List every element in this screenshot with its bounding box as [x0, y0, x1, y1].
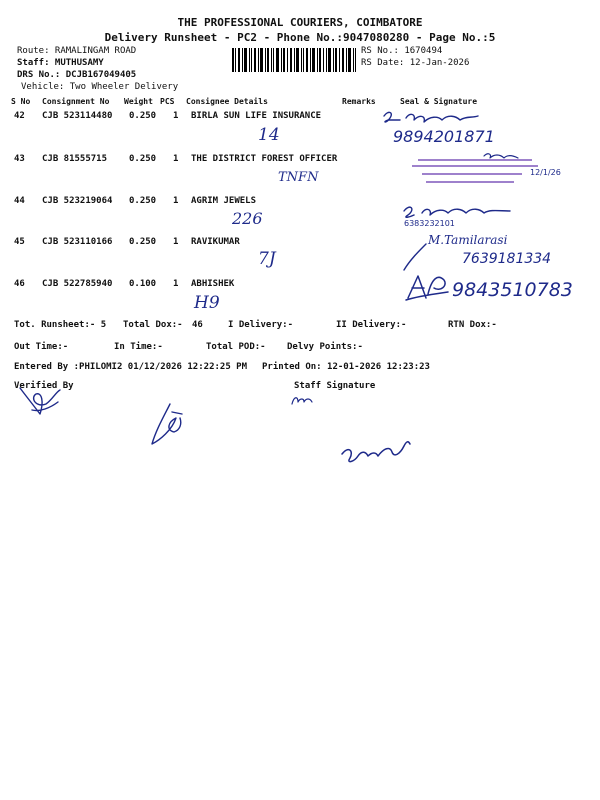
row-42-handwritten-note: 14 — [258, 125, 280, 145]
row-43-consignee: THE DISTRICT FOREST OFFICER — [191, 154, 338, 164]
total-dox-label: Total Dox:- — [123, 320, 183, 330]
drs-number: DRS No.: DCJB167049405 — [17, 70, 137, 80]
row-46-weight: 0.100 — [129, 279, 157, 289]
col-consignment: Consignment No — [42, 97, 110, 106]
row-45-handwritten-note: 7J — [258, 249, 276, 269]
row-46-signature — [404, 270, 450, 304]
entered-by: Entered By :PHILOMI2 01/12/2026 12:22:25 PM — [14, 362, 247, 372]
staff-initials — [290, 392, 314, 408]
row-45-consignee: RAVIKUMAR — [191, 237, 240, 247]
col-consignee: Consignee Details — [186, 97, 268, 106]
row-44-handwritten-note: 226 — [232, 209, 263, 228]
row-43-date: 12/1/26 — [530, 168, 561, 177]
vehicle-label: Vehicle: Two Wheeler Delivery — [21, 82, 179, 92]
company-name: THE PROFESSIONAL COURIERS, COIMBATORE — [177, 16, 423, 29]
route-label: Route: RAMALINGAM ROAD — [17, 46, 137, 56]
row-46-handwritten-note: H9 — [194, 293, 220, 313]
row-42-sno: 42 — [14, 111, 25, 121]
row-43-pcs: 1 — [173, 154, 179, 164]
printed-on: Printed On: 12-01-2026 12:23:23 — [262, 362, 430, 372]
runsheet-title: Delivery Runsheet - PC2 - Phone No.:9047080280 - Page No.:5 — [104, 31, 496, 44]
row-45-signature-stroke — [398, 240, 432, 274]
staff-signature — [338, 432, 418, 468]
verified-by-label: Verified By — [14, 381, 74, 391]
row-43-handwritten-note: TNFN — [278, 170, 319, 185]
barcode — [232, 48, 356, 72]
row-44-consignment: CJB 523219064 — [42, 196, 113, 206]
out-time: Out Time:- — [14, 342, 69, 352]
row-42-consignment: CJB 523114480 — [42, 111, 113, 121]
row-44-sno: 44 — [14, 196, 25, 206]
row-43-consignment: CJB 81555715 — [42, 154, 108, 164]
rs-date: RS Date: 12-Jan-2026 — [361, 58, 470, 68]
rs-number: RS No.: 1670494 — [361, 46, 443, 56]
row-44-pcs: 1 — [173, 196, 179, 206]
total-dox-value: 46 — [192, 320, 203, 330]
col-sno: S No — [11, 97, 31, 106]
col-pcs: PCS — [160, 97, 175, 106]
row-42-pcs: 1 — [173, 111, 179, 121]
total-runsheet: Tot. Runsheet:- 5 — [14, 320, 107, 330]
row-46-consignment: CJB 522785940 — [42, 279, 113, 289]
ii-delivery: II Delivery:- — [336, 320, 407, 330]
row-44-weight: 0.250 — [129, 196, 157, 206]
row-46-consignee: ABHISHEK — [191, 279, 235, 289]
row-42-consignee: BIRLA SUN LIFE INSURANCE — [191, 111, 322, 121]
row-43-sno: 43 — [14, 154, 25, 164]
total-pod: Total POD:- — [206, 342, 266, 352]
row-46-pcs: 1 — [173, 279, 179, 289]
row-45-sno: 45 — [14, 237, 25, 247]
row-45-pcs: 1 — [173, 237, 179, 247]
row-45-weight: 0.250 — [129, 237, 157, 247]
row-42-weight: 0.250 — [129, 111, 157, 121]
row-46-phone: 9843510783 — [452, 279, 573, 301]
staff-signature-mark — [146, 400, 196, 448]
col-weight: Weight — [124, 97, 153, 106]
col-remarks: Remarks — [342, 97, 376, 106]
row-45-consignment: CJB 523110166 — [42, 237, 113, 247]
row-46-sno: 46 — [14, 279, 25, 289]
row-45-phone: 7639181334 — [462, 251, 552, 267]
verified-by-signature — [12, 382, 72, 422]
row-45-receiver-name: M.Tamilarasi — [428, 233, 508, 247]
i-delivery: I Delivery:- — [228, 320, 294, 330]
col-seal: Seal & Signature — [400, 97, 478, 106]
staff-signature-label: Staff Signature — [294, 381, 376, 391]
row-43-weight: 0.250 — [129, 154, 157, 164]
rtn-dox: RTN Dox:- — [448, 320, 497, 330]
row-44-phone: 6383232101 — [404, 219, 455, 228]
delvy-points: Delvy Points:- — [287, 342, 363, 352]
row-44-consignee: AGRIM JEWELS — [191, 196, 257, 206]
staff-label: Staff: MUTHUSAMY — [17, 58, 104, 68]
row-42-phone: 9894201871 — [393, 127, 495, 146]
in-time: In Time:- — [114, 342, 163, 352]
